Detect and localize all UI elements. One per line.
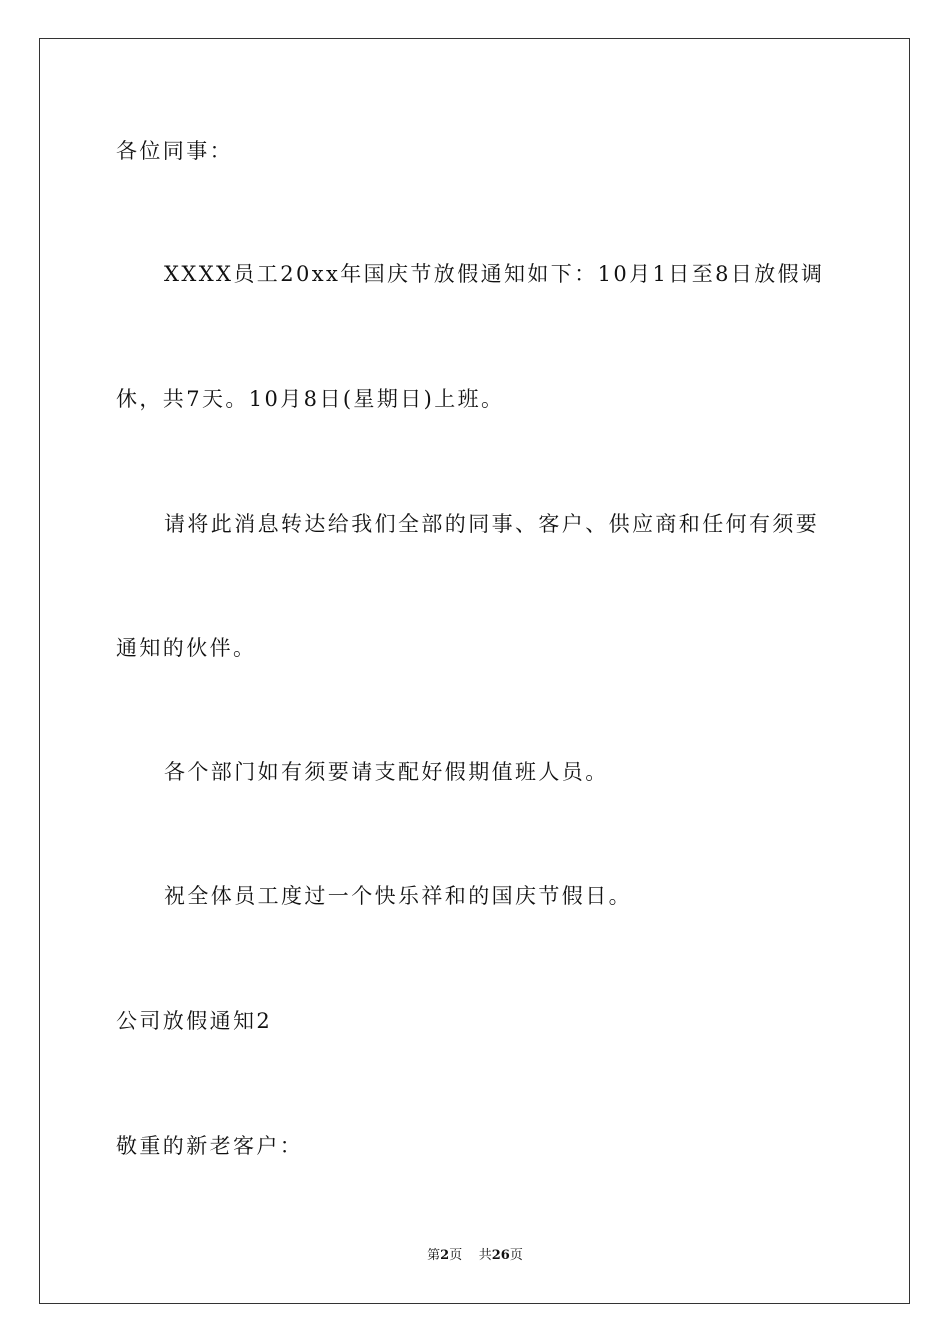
paragraph-line: 休，共7天。10月8日(星期日)上班。 [116,387,505,411]
footer-page-number: 2 [440,1248,450,1263]
paragraph-line: 请将此消息转达给我们全部的同事、客户、供应商和任何有须要 [164,512,820,536]
paragraph-line: 通知的伙伴。 [116,636,257,660]
salutation: 各位同事： [116,139,233,163]
footer-prefix: 第 [427,1248,441,1263]
footer-total-pages: 26 [491,1248,510,1263]
paragraph-line: XXXX员工20xx年国庆节放假通知如下：10月1日至8日放假调 [164,262,825,286]
footer-total-suffix: 页 [509,1248,523,1263]
salutation: 敬重的新老客户： [116,1134,304,1158]
footer-page-suffix: 页 [449,1248,463,1263]
page-footer [0,1247,950,1265]
footer-total-prefix: 共 [478,1248,492,1263]
paragraph-line: 祝全体员工度过一个快乐祥和的国庆节假日。 [164,884,632,908]
section-heading: 公司放假通知2 [116,1009,273,1033]
paragraph-line: 各个部门如有须要请支配好假期值班人员。 [164,760,609,784]
page-frame [39,38,910,1304]
